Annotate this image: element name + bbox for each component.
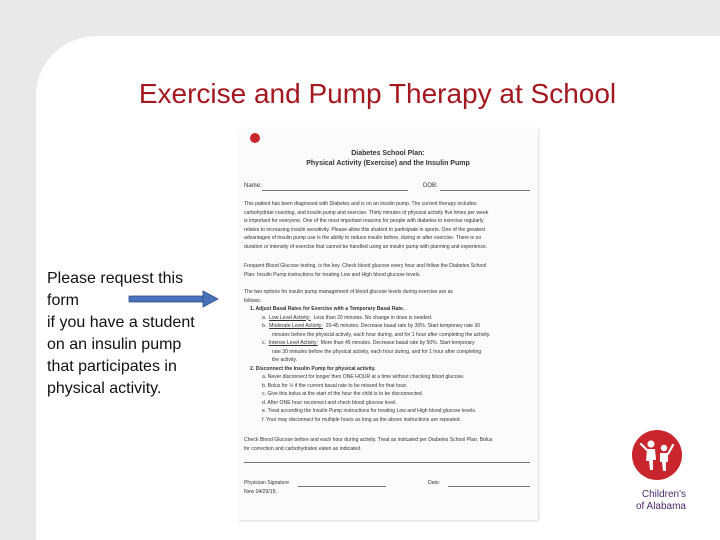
option-1b: b. Moderate Level Activity: 20-45 minutes. Decrease basal rate by 30%. Start temporary rate 30 [262, 323, 481, 329]
option-1a: a. Low Level Activity: Less than 20 minutes. No change in dose is needed. [262, 314, 433, 321]
option-2-heading: 2. Disconnect the Insulin Pump for physical activity. [250, 365, 376, 372]
doc-line: the activity. [272, 357, 298, 363]
doc-line: follows: [244, 297, 261, 304]
slide-body-text [47, 268, 247, 400]
option-1-heading: 1. Adjust Basal Rates for Exercise with a Temporary Basal Rate. [250, 306, 405, 312]
children-figures-icon [632, 430, 682, 480]
right-arrow-icon [128, 290, 220, 308]
option-2-item: b. Bolus for ½ if the current basal rate to be missed for that hour. [262, 382, 408, 389]
document-title: Diabetes School Plan: [351, 150, 425, 157]
physician-signature-label: Physician Signature [244, 480, 290, 486]
doc-line: relates to increasing insulin sensitivity. Please allow this student to participate in sports. One of the greatest [244, 226, 486, 233]
moderate-activity-label: Moderate Level Activity: [269, 323, 323, 329]
dob-label: DOB: [423, 183, 438, 189]
option-1c: c. Intense Level Activity: More than 45 minutes. Decrease basal rate by 50%. Start temporary [262, 340, 475, 346]
divider-line [244, 462, 530, 463]
document-logo-icon [250, 133, 260, 143]
diabetes-plan-document [238, 128, 538, 520]
physician-signature-line [298, 486, 386, 487]
moderate-activity-text: 20-45 minutes. Decrease basal rate by 30%. Start temporary rate 30 [325, 323, 481, 329]
document-subtitle: Physical Activity (Exercise) and the Insulin Pump [306, 160, 470, 167]
body-line: physical activity. [47, 380, 162, 397]
doc-line: is important for everyone. One of the most important reasons for people with diabetes to exercise regularly [244, 218, 484, 224]
body-line: that participates in [47, 358, 177, 375]
doc-line: rate 30 minutes before the physical activity, each hour during, and for 1 hour after completing [272, 348, 482, 355]
doc-line: carbohydrate counting, and insulin pump and exercise. Thirty minutes of physical activity five times per week [244, 209, 489, 216]
options-paragraph [244, 288, 532, 424]
low-activity-label: Low Level Activity: [269, 314, 311, 321]
doc-line: advantages of insulin pump use is the ability to reduce insulin before, during or after exercise. There is no [244, 235, 482, 241]
doc-line: for correction and carbohydrates eaten as indicated. [244, 445, 362, 452]
dob-line [440, 190, 530, 191]
body-line: on an insulin pump [47, 336, 182, 353]
name-label: Name: [244, 183, 262, 189]
low-activity-text: Less than 20 minutes. No change in dose is needed. [313, 314, 433, 321]
option-2-item: c. Give this bolus at the start of the hour the child is to be disconnected. [262, 391, 424, 397]
option-2-item: d. After ONE hour reconnect and check blood glucose level. [262, 399, 397, 406]
option-2-item: e. Treat according the Insulin Pump instructions for treating Low and High blood glucose levels. [262, 408, 477, 414]
childrens-of-alabama-logo [628, 430, 686, 516]
body-line: Please request this [47, 270, 184, 287]
body-line: form [47, 292, 79, 309]
doc-line: Frequent Blood Glucose testing, is the key. Check blood glucose every hour and follow the Diabetes School [244, 263, 487, 269]
doc-line: Check Blood Glucose before and each hour during activity. Treat as indicated per Diabetes School Plan. Bolus [244, 437, 493, 443]
doc-line: duration or intensity of exercise that cannot be handled using an insulin pump with planning and experience. [244, 243, 488, 250]
name-line [262, 190, 408, 191]
doc-line: Plan: Insulin Pump instructions for treating Low and High blood glucose levels. [244, 271, 421, 278]
logo-circle [632, 430, 682, 480]
closing-paragraph [244, 436, 532, 453]
body-line: if you have a student [47, 314, 195, 331]
doc-line: minutes before the physical activity, each hour during, and for 1 hour after completing the activity. [272, 331, 491, 338]
date-line [448, 486, 530, 487]
doc-line: The two options for insulin pump management of blood glucose levels during exercise are as [244, 289, 453, 295]
intense-activity-label: Intense Level Activity: [268, 340, 318, 346]
slide-title: Exercise and Pump Therapy at School [138, 78, 617, 109]
logo-text [628, 489, 686, 513]
date-label: Date: [428, 480, 441, 486]
logo-line: Children's [641, 489, 686, 500]
intense-activity-text: More than 45 minutes. Decrease basal rate by 50%. Start temporary [320, 340, 475, 346]
option-2-item: f. Your may disconnect for multiple hours as long as the above instructions are repeated. [262, 416, 462, 423]
option-2-item: a. Never disconnect for longer then ONE HOUR at a time without checking blood glucose. [262, 374, 465, 380]
intro-paragraph [244, 200, 532, 251]
testing-paragraph [244, 262, 532, 279]
logo-line: of Alabama [635, 501, 686, 512]
revision-note: New 04/29/15; [244, 489, 277, 495]
doc-line: This patient has been diagnosed with Diabetes and is on an insulin pump. The current therapy includes: [244, 201, 478, 207]
